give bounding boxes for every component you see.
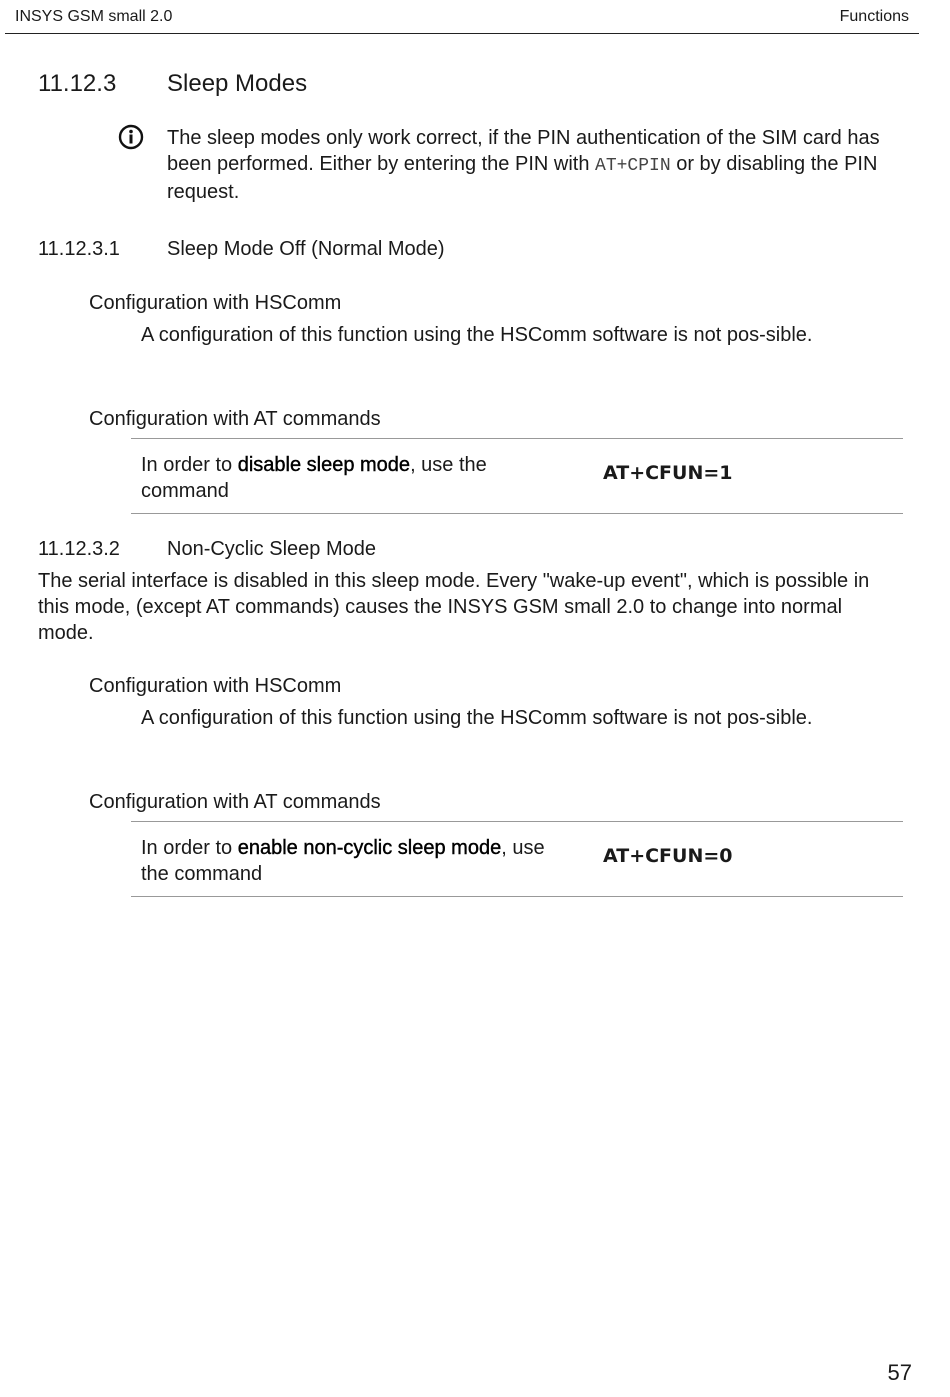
- hscomm-text-1: A configuration of this function using the HSComm software is not pos-sible.: [141, 324, 813, 346]
- desc-pre-1: In order to: [141, 454, 238, 476]
- at-command-1: AT+CFUN=1: [603, 462, 733, 484]
- desc-bold-1: disable sleep mode: [237, 454, 411, 476]
- section-number: 11.12.3: [38, 70, 117, 97]
- subsection-title-2: Non-Cyclic Sleep Mode: [167, 538, 376, 560]
- page-header: [5, 0, 919, 34]
- section-heading: [38, 70, 307, 98]
- subsection-number-2: 11.12.3.2: [38, 538, 120, 560]
- header-chapter: Functions: [839, 8, 909, 25]
- subsection-heading-2: [38, 538, 376, 561]
- table-rule-bottom-2: [131, 896, 903, 897]
- table-rule-top-1: [131, 438, 903, 439]
- subsection-title-1: Sleep Mode Off (Normal Mode): [167, 238, 445, 260]
- note-text-after: or by disabling the PIN request.: [167, 153, 878, 203]
- header-product: INSYS GSM small 2.0: [15, 8, 173, 25]
- info-icon: [118, 124, 144, 150]
- table-rule-top-2: [131, 821, 903, 822]
- subsection-intro-2: The serial interface is disabled in this sleep mode. Every "wake-up event", which is possible in this mode, (except AT commands) causes the INSYS GSM small 2.0 to change into normal mode.: [38, 570, 870, 644]
- page-number: 57: [887, 1360, 912, 1385]
- section-title: Sleep Modes: [167, 70, 308, 97]
- subsection-number-1: 11.12.3.1: [38, 238, 120, 260]
- note-code: AT+CPIN: [595, 156, 671, 176]
- at-command-2: AT+CFUN=0: [603, 845, 733, 867]
- hscomm-heading-2: Configuration with HSComm: [89, 675, 342, 697]
- desc-post-2: , use the command: [141, 837, 545, 885]
- desc-post-1: , use the command: [141, 454, 487, 502]
- command-description-1: [141, 452, 561, 504]
- note-text-before: The sleep modes only work correct, if the PIN authentication of the SIM card has been performed. Either by entering the PIN with: [167, 127, 880, 175]
- hscomm-heading-1: Configuration with HSComm: [89, 292, 342, 314]
- at-heading-1: Configuration with AT commands: [89, 408, 381, 430]
- note-text: [167, 125, 887, 205]
- desc-bold-2: enable non-cyclic sleep mode: [237, 837, 502, 859]
- table-rule-bottom-1: [131, 513, 903, 514]
- command-description-2: [141, 835, 561, 887]
- hscomm-text-2: A configuration of this function using the HSComm software is not pos-sible.: [141, 707, 813, 729]
- at-heading-2: Configuration with AT commands: [89, 791, 381, 813]
- desc-pre-2: In order to: [141, 837, 238, 859]
- subsection-heading-1: [38, 238, 445, 261]
